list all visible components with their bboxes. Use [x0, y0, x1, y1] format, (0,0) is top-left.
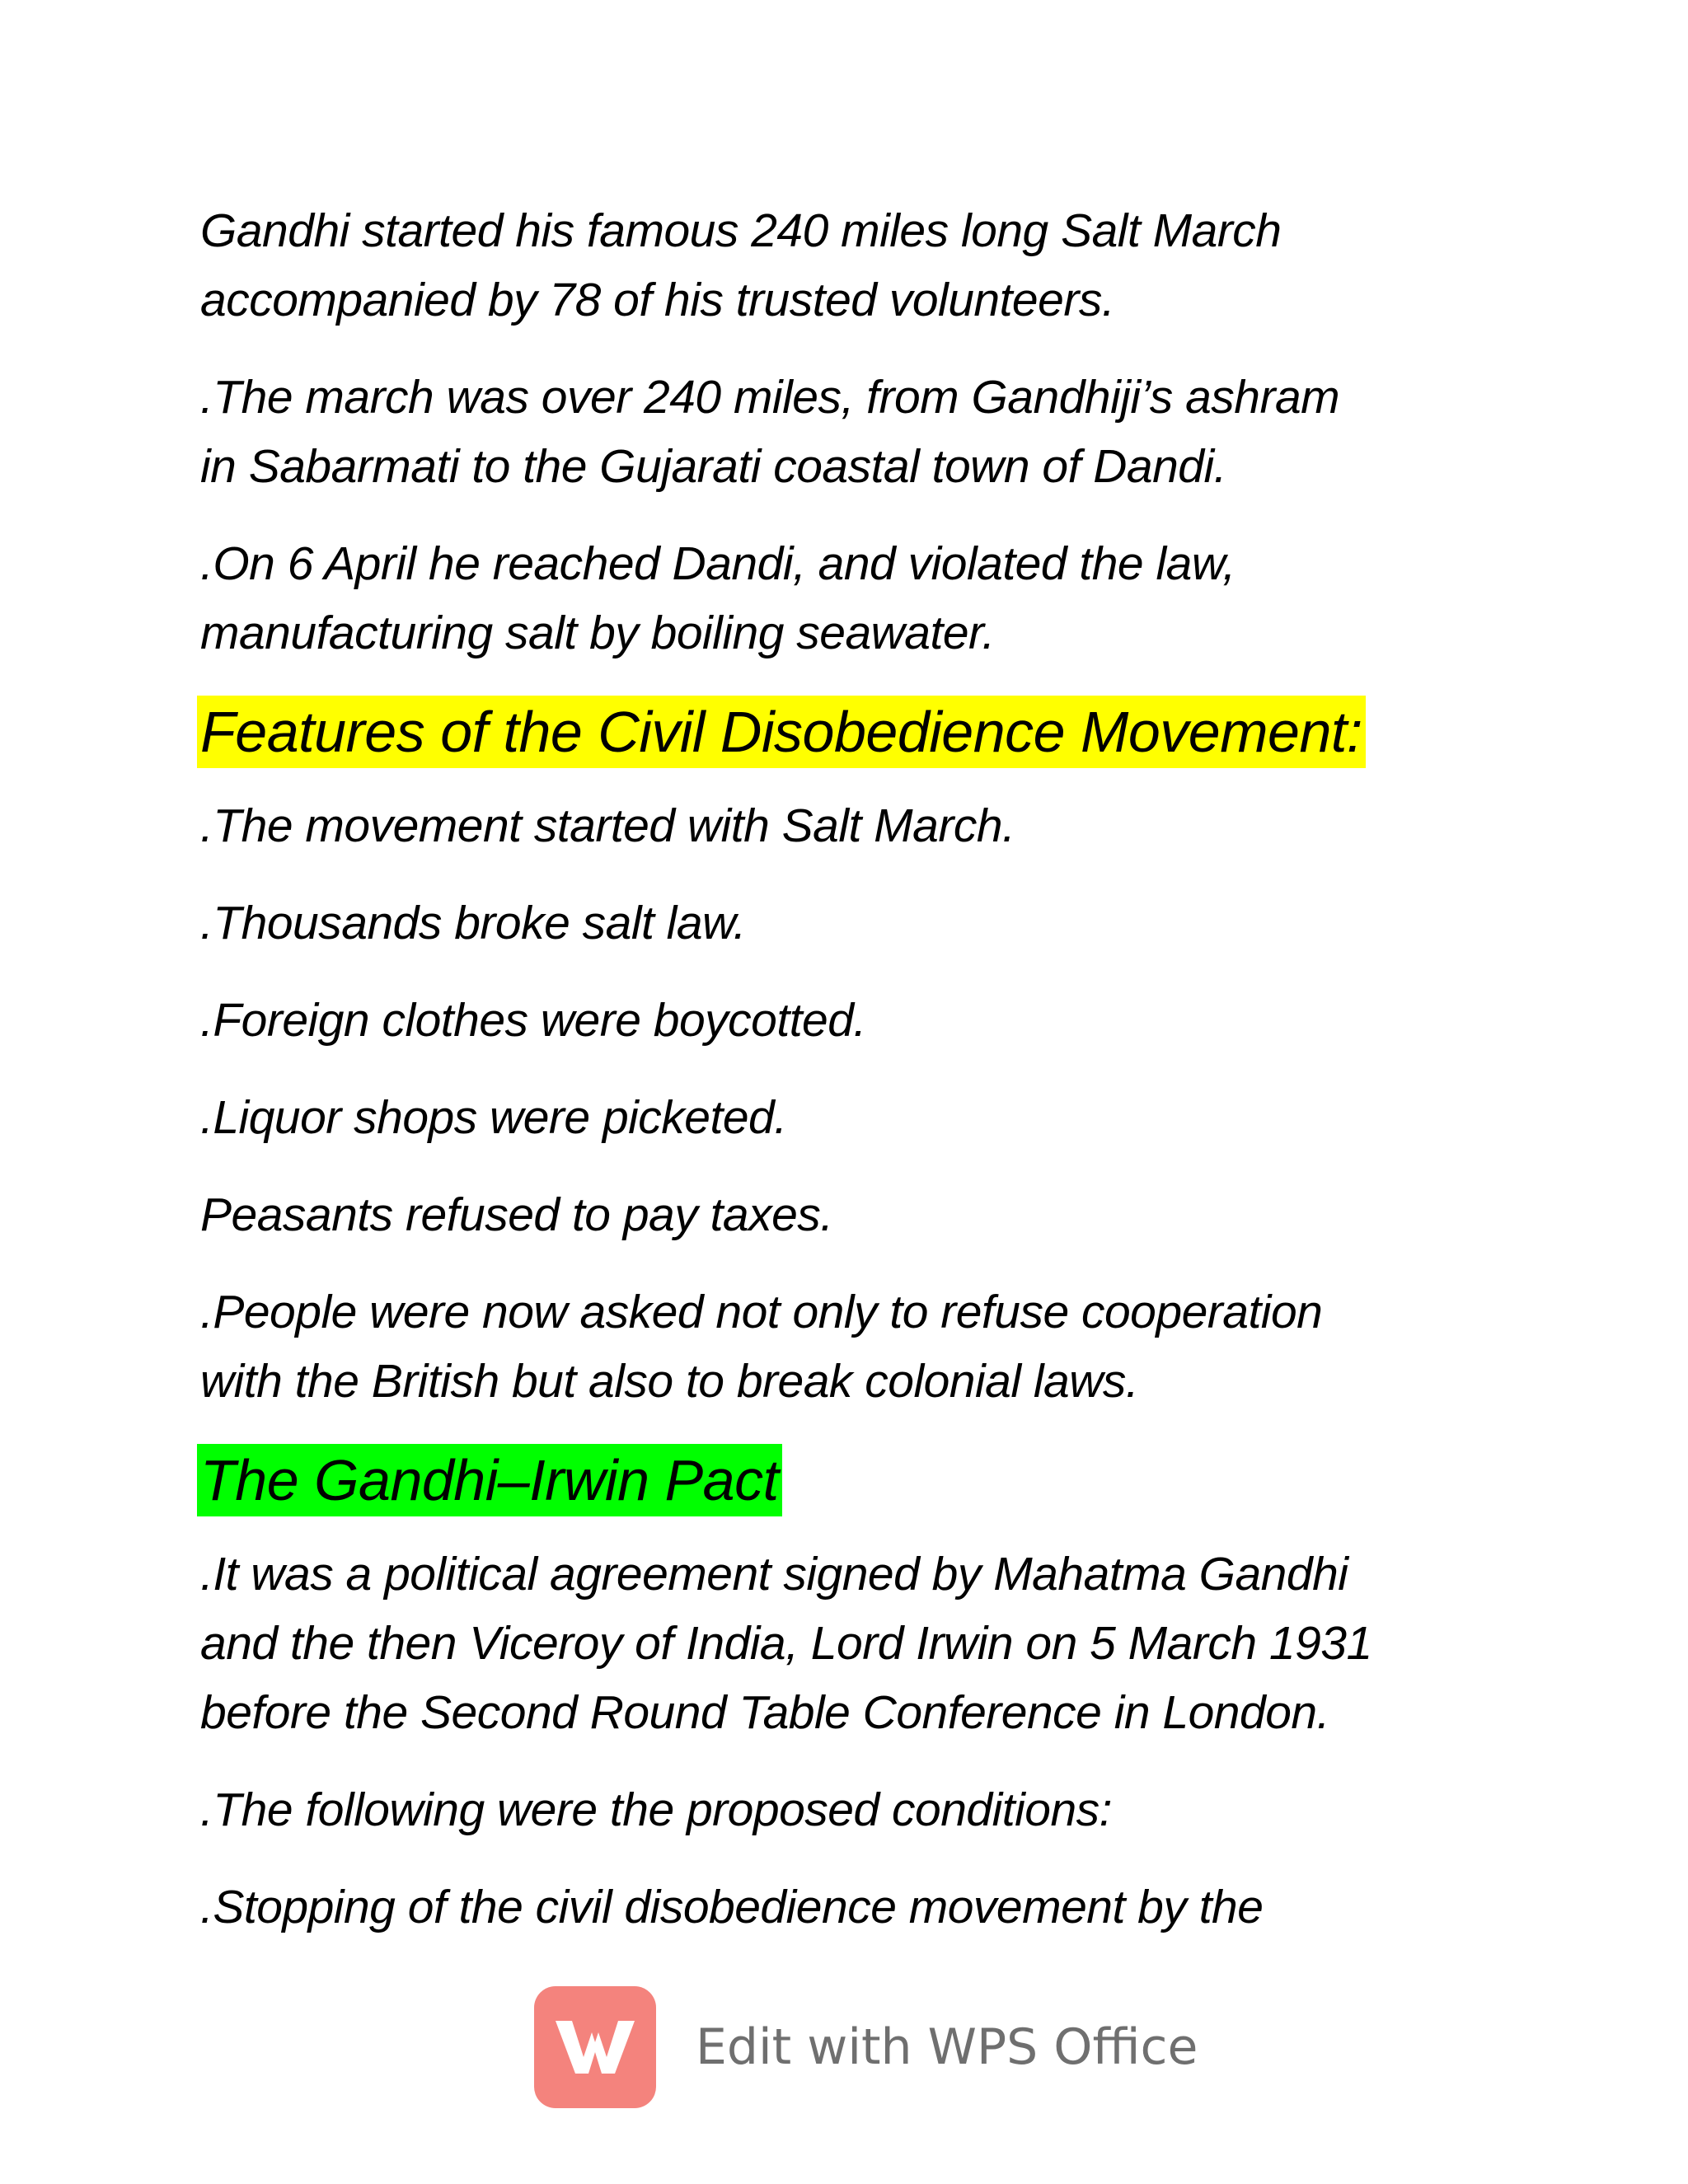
edit-with-wps-button[interactable]	[534, 1986, 1198, 2108]
paragraph-march-route	[200, 363, 1519, 501]
text-line: .People were now asked not only to refuse cooperation	[200, 1286, 1323, 1338]
text-line: accompanied by 78 of his trusted volunteers.	[200, 274, 1115, 326]
heading-features: Features of the Civil Disobedience Movement:	[197, 696, 1366, 768]
feature-item: .Foreign clothes were boycotted.	[200, 994, 866, 1047]
text-line: .The march was over 240 miles, from Gandhiji’s ashram	[200, 371, 1340, 424]
text-line: .It was a political agreement signed by Mahatma Gandhi	[200, 1548, 1348, 1601]
heading-pact: The Gandhi–Irwin Pact	[197, 1444, 782, 1516]
paragraph-stopping: .Stopping of the civil disobedience movement by the	[200, 1881, 1264, 1933]
text-line: .On 6 April he reached Dandi, and violated the law,	[200, 537, 1236, 590]
text-line: and the then Viceroy of India, Lord Irwin on 5 March 1931	[200, 1617, 1372, 1670]
heading-wrapper	[200, 696, 1519, 791]
paragraph-conditions: .The following were the proposed conditions:	[200, 1783, 1113, 1836]
text-line: in Sabarmati to the Gujarati coastal town of Dandi.	[200, 440, 1227, 493]
document-page	[200, 196, 1519, 1970]
text-line: with the British but also to break colonial laws.	[200, 1355, 1139, 1408]
wps-label: Edit with WPS Office	[696, 2018, 1198, 2076]
feature-item: .Liquor shops were picketed.	[200, 1091, 787, 1144]
paragraph-salt-march	[200, 196, 1519, 335]
text-line: manufacturing salt by boiling seawater.	[200, 607, 995, 659]
heading-wrapper	[200, 1444, 1519, 1540]
text-line: before the Second Round Table Conference in London.	[200, 1686, 1329, 1739]
feature-item-colonial-laws	[200, 1277, 1519, 1416]
paragraph-pact	[200, 1540, 1519, 1747]
text-line: Gandhi started his famous 240 miles long Salt March	[200, 204, 1282, 257]
feature-item: .The movement started with Salt March.	[200, 799, 1015, 852]
wps-logo-icon	[534, 1986, 656, 2108]
feature-item: .Thousands broke salt law.	[200, 897, 746, 949]
paragraph-dandi	[200, 529, 1519, 668]
feature-item: Peasants refused to pay taxes.	[200, 1188, 833, 1241]
